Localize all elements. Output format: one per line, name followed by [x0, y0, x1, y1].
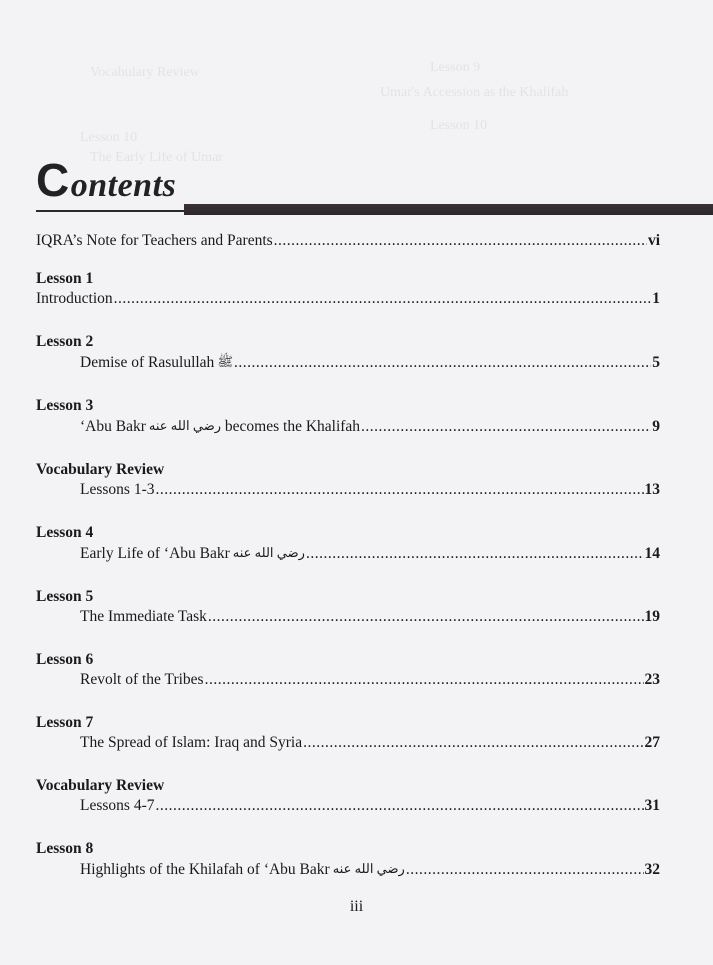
- bleed-through-text: Umar's Accession as the Khalifah: [380, 85, 569, 100]
- dot-leader: [155, 480, 643, 500]
- honorific-glyph: رضي الله عنه: [332, 861, 405, 876]
- page-number: iii: [349, 898, 364, 915]
- dot-leader: [303, 733, 643, 753]
- toc-entry: [36, 416, 660, 437]
- bleed-through-text: Lesson 10: [430, 118, 488, 133]
- title-underline-bar: [184, 204, 713, 215]
- toc-entry-title: Revolt of the Tribes: [80, 671, 204, 688]
- dot-leader: [208, 607, 644, 627]
- toc-heading: Lesson 8: [36, 840, 94, 857]
- toc-page-number: 14: [644, 545, 660, 562]
- toc-entry: [36, 543, 660, 564]
- toc-heading: Lesson 6: [36, 651, 94, 668]
- toc-page-number: vi: [647, 232, 660, 249]
- toc-heading: Lesson 2: [36, 333, 94, 350]
- toc-page-number: 13: [644, 481, 660, 498]
- dot-leader: [155, 796, 643, 816]
- dot-leader: [406, 860, 644, 880]
- toc-entry: [36, 796, 660, 816]
- dot-leader: [306, 544, 644, 564]
- toc-entry-title: IQRA’s Note for Teachers and Parents: [36, 232, 273, 249]
- page-title: Contents: [36, 154, 177, 206]
- toc-heading: Lesson 3: [36, 397, 94, 414]
- dot-leader: [361, 417, 651, 437]
- toc-entry-title: ‘Abu Bakr رضي الله عنه becomes the Khalifah: [80, 418, 361, 435]
- toc-entry: [36, 859, 660, 880]
- toc-heading: Lesson 7: [36, 714, 94, 731]
- toc-entry: [36, 352, 660, 373]
- honorific-glyph: رضي الله عنه: [148, 418, 222, 433]
- dot-leader: [234, 353, 651, 373]
- toc-page-number: 31: [644, 797, 660, 814]
- toc-entry: [36, 607, 660, 627]
- title-underline-thin: [36, 210, 186, 212]
- honorific-glyph: ﷺ: [217, 354, 234, 369]
- toc-heading: Vocabulary Review: [36, 461, 165, 478]
- toc-page-number: 32: [644, 861, 660, 878]
- toc-entry-title: Lessons 1-3: [80, 481, 155, 498]
- table-of-contents: [36, 231, 660, 880]
- dot-leader: [274, 231, 647, 251]
- toc-entry-title: Lessons 4-7: [80, 797, 155, 814]
- toc-heading: Vocabulary Review: [36, 777, 165, 794]
- toc-entry-title: The Immediate Task: [80, 608, 207, 625]
- bleed-through-text: The Early Life of Umar: [90, 150, 223, 165]
- toc-page-number: 27: [644, 734, 660, 751]
- toc-heading: Lesson 5: [36, 588, 94, 605]
- toc-heading: Lesson 4: [36, 524, 94, 541]
- dot-leader: [205, 670, 644, 690]
- toc-entry-title: The Spread of Islam: Iraq and Syria: [80, 734, 303, 751]
- honorific-glyph: رضي الله عنه: [232, 545, 305, 560]
- toc-entry: [36, 480, 660, 500]
- toc-entry-title: Highlights of the Khilafah of ‘Abu Bakr رضي الله عنه: [80, 861, 405, 878]
- toc-entry-title: Early Life of ‘Abu Bakr رضي الله عنه: [80, 545, 305, 562]
- toc-page-number: 23: [644, 671, 660, 688]
- toc-page-number: 19: [644, 608, 660, 625]
- bleed-through-text: Lesson 10: [80, 130, 138, 145]
- toc-entry: [36, 670, 660, 690]
- toc-entry-title: Introduction: [36, 290, 113, 307]
- toc-entry: [36, 289, 660, 309]
- toc-heading: Lesson 1: [36, 270, 94, 287]
- toc-entry-title: Demise of Rasulullah ﷺ: [80, 354, 234, 371]
- toc-entry-note: [36, 231, 660, 251]
- toc-page-number: 5: [652, 354, 660, 371]
- dot-leader: [114, 289, 652, 309]
- bleed-through-text: Vocabulary Review: [90, 65, 200, 80]
- toc-page-number: 1: [652, 290, 660, 307]
- bleed-through-text: Lesson 9: [430, 60, 481, 75]
- toc-page-number: 9: [652, 418, 660, 435]
- toc-entry: [36, 733, 660, 753]
